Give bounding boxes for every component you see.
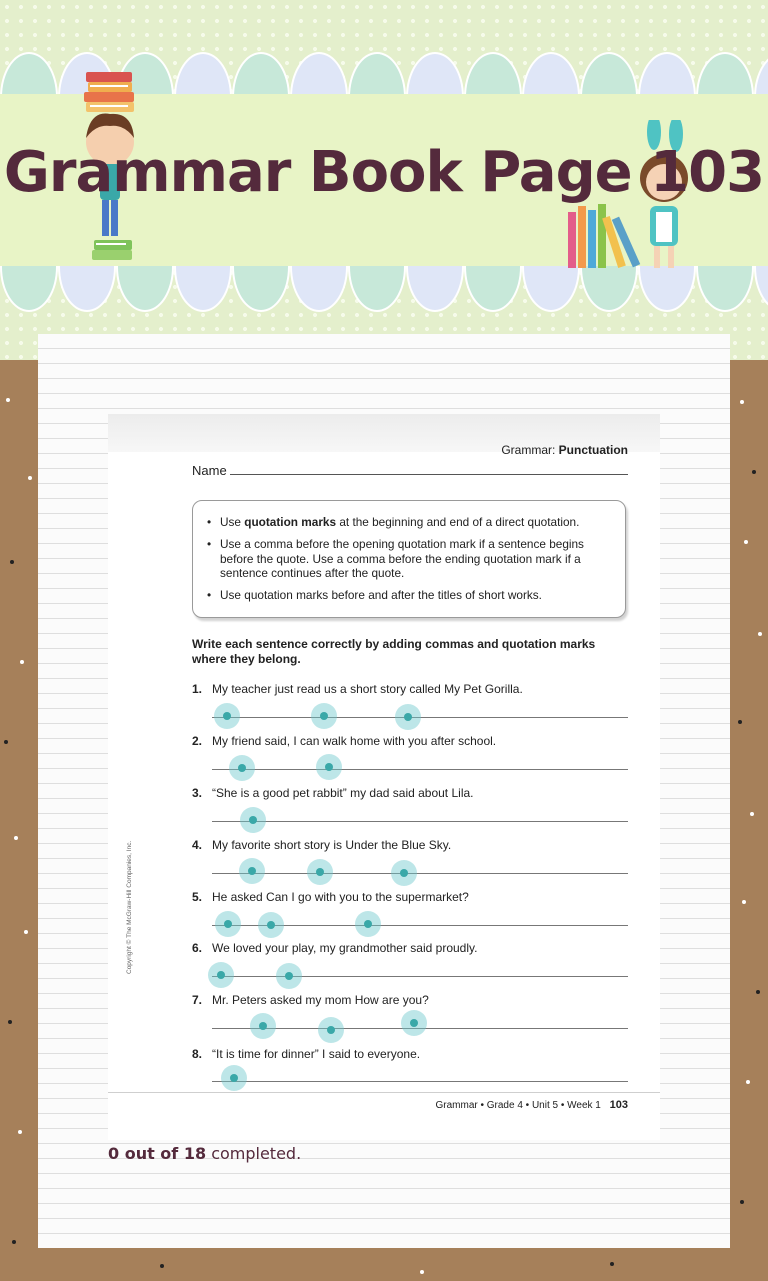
rule-3: • Use quotation marks before and after the titles of short works.: [207, 588, 615, 603]
answer-target-dot[interactable]: [208, 962, 234, 988]
item-sentence: My teacher just read us a short story called My Pet Gorilla.: [212, 682, 523, 696]
item-number: 2.: [192, 734, 203, 748]
item-sentence: Mr. Peters asked my mom How are you?: [212, 993, 429, 1007]
item-number: 3.: [192, 786, 203, 800]
answer-target-dot[interactable]: [316, 754, 342, 780]
answer-target-dot[interactable]: [221, 1065, 247, 1091]
rules-box: [192, 500, 626, 618]
answer-target-dot[interactable]: [239, 858, 265, 884]
answer-line: [212, 1081, 628, 1082]
answer-target-dot[interactable]: [395, 704, 421, 730]
answer-line: [212, 769, 628, 770]
topic-name: Punctuation: [558, 443, 628, 457]
item-sentence: “She is a good pet rabbit” my dad said about Lila.: [212, 786, 474, 800]
name-label: Name: [192, 463, 227, 478]
answer-target-dot[interactable]: [276, 963, 302, 989]
worksheet-footer: [435, 1098, 628, 1113]
completed-count: 0 out of 18: [108, 1144, 207, 1163]
answer-target-dot[interactable]: [258, 912, 284, 938]
rule-1-bold: quotation marks: [244, 515, 337, 529]
footer-divider: [108, 1092, 660, 1093]
answer-target-dot[interactable]: [391, 860, 417, 886]
name-line: [230, 474, 628, 475]
scallop-border-bottom: [0, 266, 768, 312]
item-number: 1.: [192, 682, 203, 696]
rule-1: • Use quotation marks at the beginning and end of a direct quotation.: [207, 515, 615, 530]
completed-suffix: completed.: [211, 1144, 302, 1163]
item-sentence: He asked Can I go with you to the supermarket?: [212, 890, 469, 904]
answer-target-dot[interactable]: [355, 911, 381, 937]
answer-target-dot[interactable]: [250, 1013, 276, 1039]
rule-2: • Use a comma before the opening quotation mark if a sentence begins before the quote. Use a comma before the ending quotation mark if a sentence continues after the quote.: [207, 537, 615, 581]
answer-target-dot[interactable]: [401, 1010, 427, 1036]
footer-text: Grammar • Grade 4 • Unit 5 • Week 1: [435, 1100, 601, 1111]
item-number: 5.: [192, 890, 203, 904]
copyright-notice: Copyright © The McGraw-Hill Companies, Inc.: [126, 840, 133, 974]
item-sentence: “It is time for dinner” I said to everyone.: [212, 1047, 421, 1061]
answer-line: [212, 976, 628, 977]
answer-target-dot[interactable]: [229, 755, 255, 781]
footer-page-number: 103: [609, 1099, 628, 1111]
answer-line: [212, 873, 628, 874]
topic-prefix: Grammar:: [501, 443, 556, 457]
answer-target-dot[interactable]: [240, 807, 266, 833]
item-sentence: We loved your play, my grandmother said proudly.: [212, 941, 478, 955]
completion-status: [108, 1144, 301, 1163]
answer-target-dot[interactable]: [215, 911, 241, 937]
worksheet-topic: [501, 443, 628, 458]
item-number: 7.: [192, 993, 203, 1007]
item-number: 8.: [192, 1047, 203, 1061]
answer-target-dot[interactable]: [214, 703, 240, 729]
answer-line: [212, 821, 628, 822]
item-number: 4.: [192, 838, 203, 852]
instructions: Write each sentence correctly by adding commas and quotation marks where they belong.: [192, 637, 596, 666]
answer-target-dot[interactable]: [307, 859, 333, 885]
page-title: Grammar Book Page 103: [3, 140, 765, 205]
answer-target-dot[interactable]: [311, 703, 337, 729]
item-number: 6.: [192, 941, 203, 955]
item-sentence: My favorite short story is Under the Blue Sky.: [212, 838, 452, 852]
worksheet-page: [108, 414, 660, 1140]
answer-target-dot[interactable]: [318, 1017, 344, 1043]
item-sentence: My friend said, I can walk home with you after school.: [212, 734, 497, 748]
